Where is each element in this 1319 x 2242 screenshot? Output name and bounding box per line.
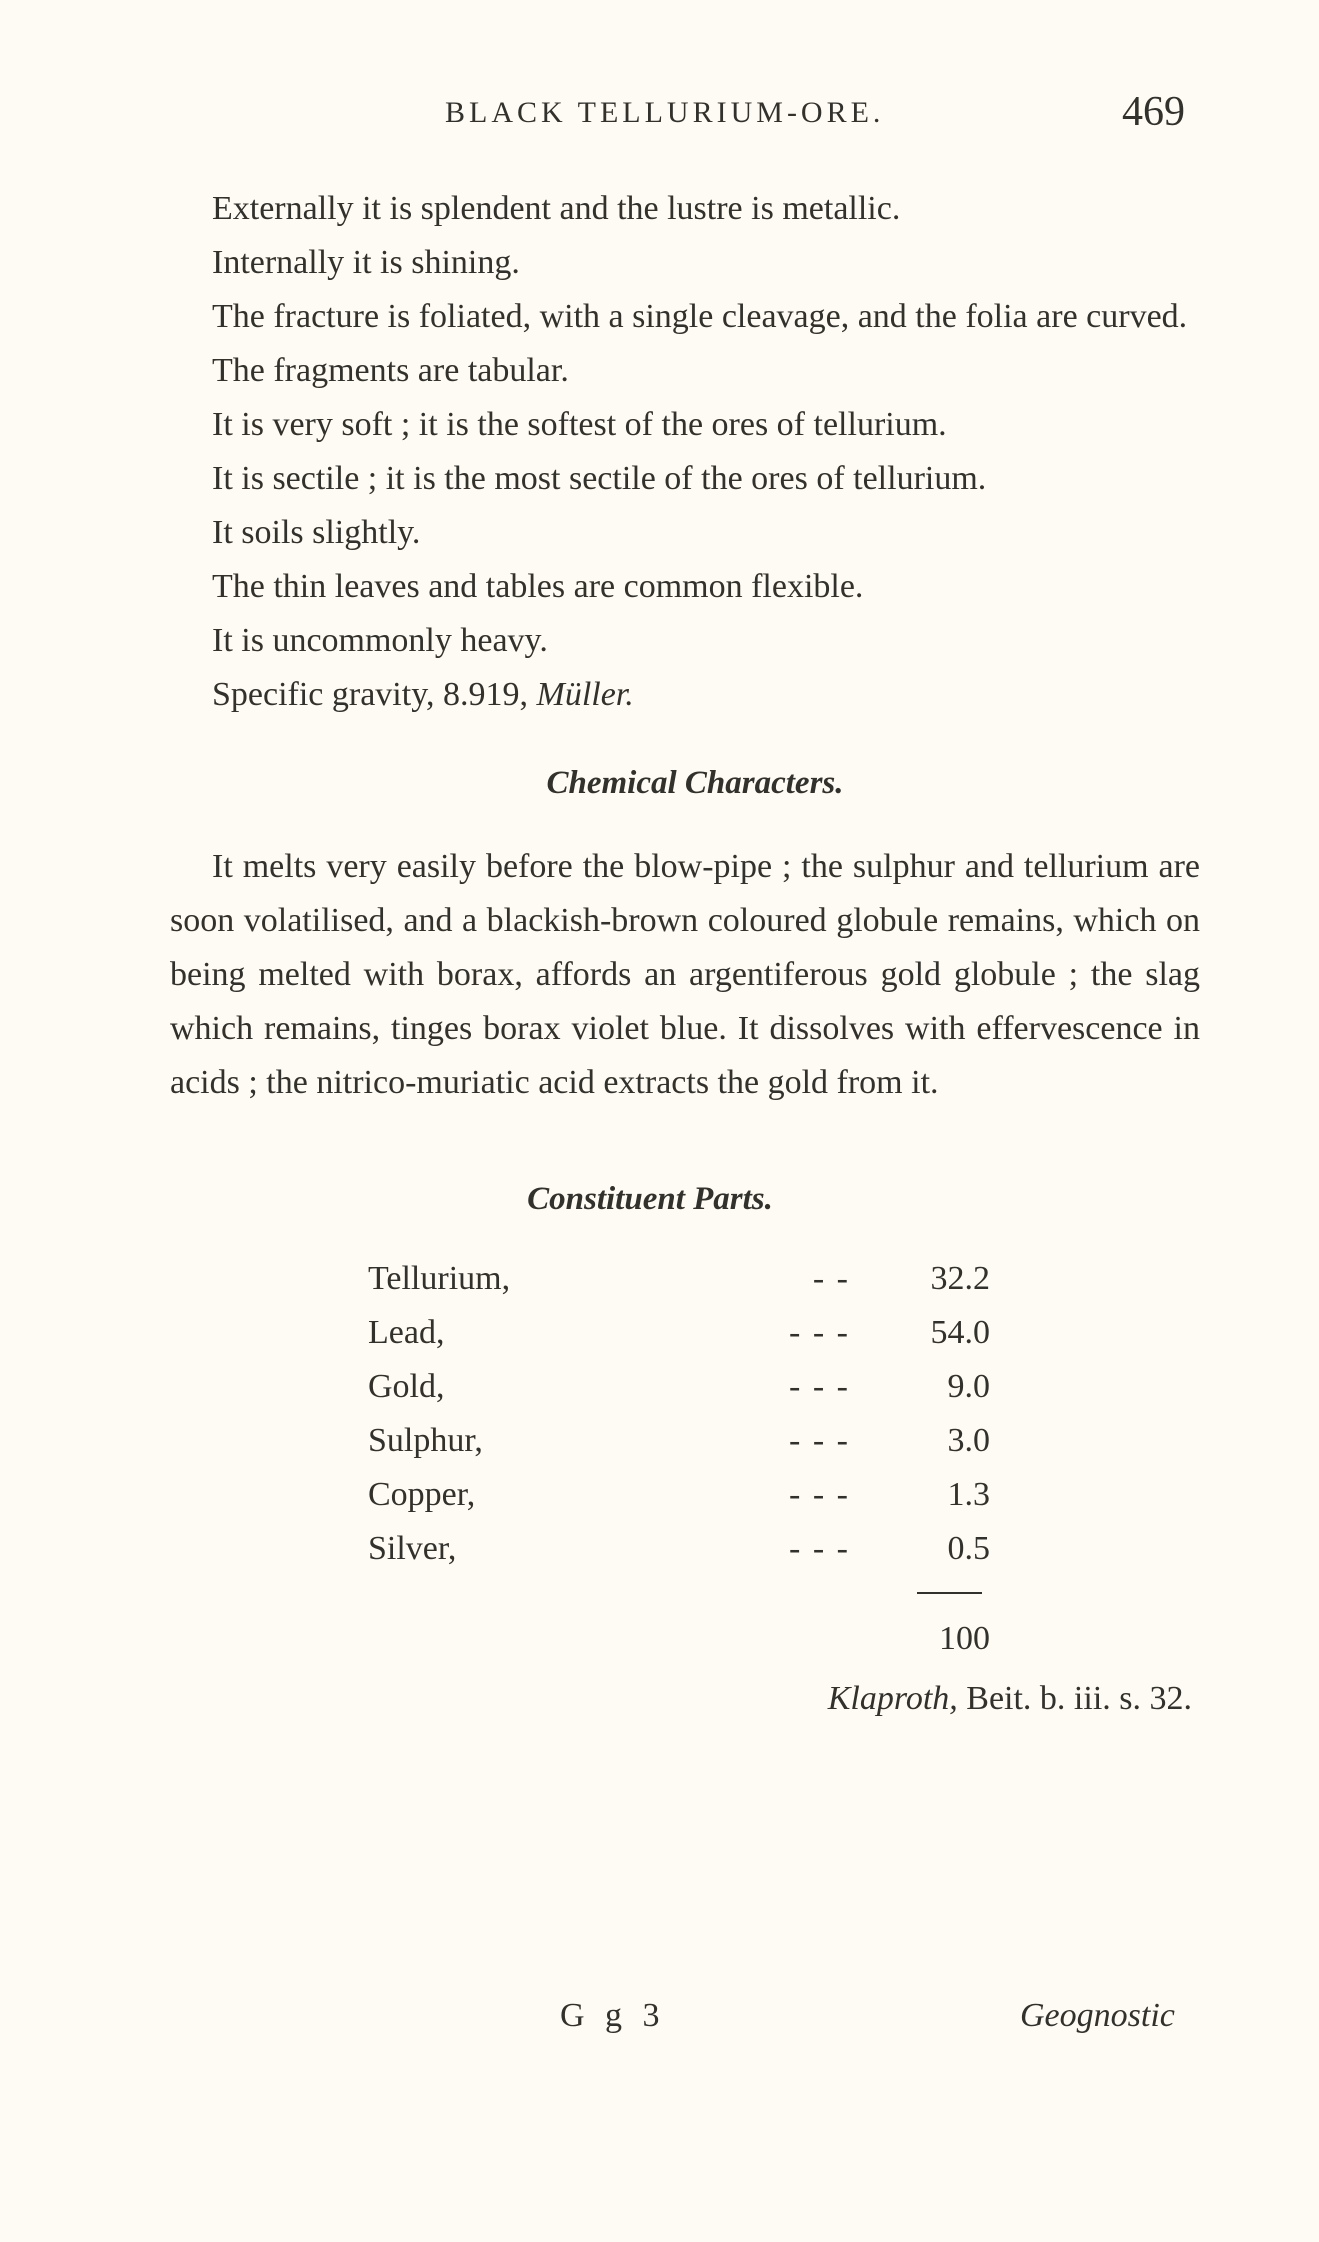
specific-gravity-author: Müller.	[536, 676, 634, 713]
leader-dashes: - -	[812, 1260, 850, 1297]
text-line: The thin leaves and tables are common flexible.	[212, 568, 864, 605]
leader-dashes: - - -	[789, 1368, 850, 1405]
leader-dashes: - - -	[789, 1422, 850, 1459]
constituent-value: 32.2	[930, 1260, 990, 1297]
leader-dashes: - - -	[789, 1530, 850, 1567]
table-row	[170, 1306, 1200, 1360]
table-row	[170, 1414, 1200, 1468]
constituent-parts-heading: Constituent Parts.	[527, 1181, 773, 1217]
text-line: The fracture is foliated, with a single cleavage, and the folia are curved.	[212, 298, 1188, 335]
text-line: It is sectile ; it is the most sectile of the ores of tellurium.	[212, 460, 987, 497]
table-row	[170, 1360, 1200, 1414]
constituent-value: 1.3	[947, 1476, 990, 1513]
leader-dashes: - - -	[789, 1314, 850, 1351]
constituent-value: 9.0	[947, 1368, 990, 1405]
constituents-table	[170, 1252, 1200, 1672]
citation-author: Klaproth,	[827, 1680, 958, 1717]
signature-mark: G g 3	[560, 1997, 666, 2034]
chemical-characters-paragraph: It melts very easily before the blow-pipe ; the sulphur and tellurium are soon volatilised, and a blackish-brown coloured globule remains, which on being melted with borax, affords an argentiferous gold globule ; the slag which remains, tinges borax violet blue. It dissolves with effervescence in acids ; the nitrico-muriatic acid extracts the gold from it.	[170, 848, 1200, 1101]
constituent-value: 3.0	[947, 1422, 990, 1459]
citation-reference: Beit. b. iii. s. 32.	[966, 1680, 1192, 1717]
specific-gravity-line	[170, 668, 1200, 722]
constituent-name: Gold,	[368, 1368, 445, 1405]
page-body	[170, 182, 1200, 1726]
total-value: 100	[939, 1620, 990, 1657]
constituent-name: Tellurium,	[368, 1260, 511, 1297]
constituent-name: Sulphur,	[368, 1422, 483, 1459]
specific-gravity-text: Specific gravity, 8.919,	[212, 676, 528, 713]
text-line: It is very soft ; it is the softest of the ores of tellurium.	[212, 406, 947, 443]
leader-dashes: - - -	[789, 1476, 850, 1513]
constituent-value: 0.5	[947, 1530, 990, 1567]
text-line: Externally it is splendent and the lustre is metallic.	[212, 190, 901, 227]
page-number: 469	[1122, 89, 1185, 135]
table-row	[170, 1252, 1200, 1306]
text-line: The fragments are tabular.	[212, 352, 569, 389]
text-line: It is uncommonly heavy.	[212, 622, 548, 659]
running-title: BLACK TELLURIUM-ORE.	[445, 96, 885, 129]
constituent-name: Copper,	[368, 1476, 476, 1513]
table-row	[170, 1522, 1200, 1576]
text-line: It soils slightly.	[212, 514, 421, 551]
citation	[170, 1672, 1200, 1726]
table-row	[170, 1468, 1200, 1522]
constituent-name: Lead,	[368, 1314, 445, 1351]
chemical-characters-heading: Chemical Characters.	[546, 765, 844, 801]
constituent-value: 54.0	[930, 1314, 990, 1351]
page-header	[0, 88, 1319, 148]
page-footer	[0, 1997, 1319, 2057]
text-line: Internally it is shining.	[212, 244, 520, 281]
catchword: Geognostic	[1020, 1997, 1175, 2034]
sum-rule	[917, 1592, 982, 1594]
constituent-name: Silver,	[368, 1530, 457, 1567]
